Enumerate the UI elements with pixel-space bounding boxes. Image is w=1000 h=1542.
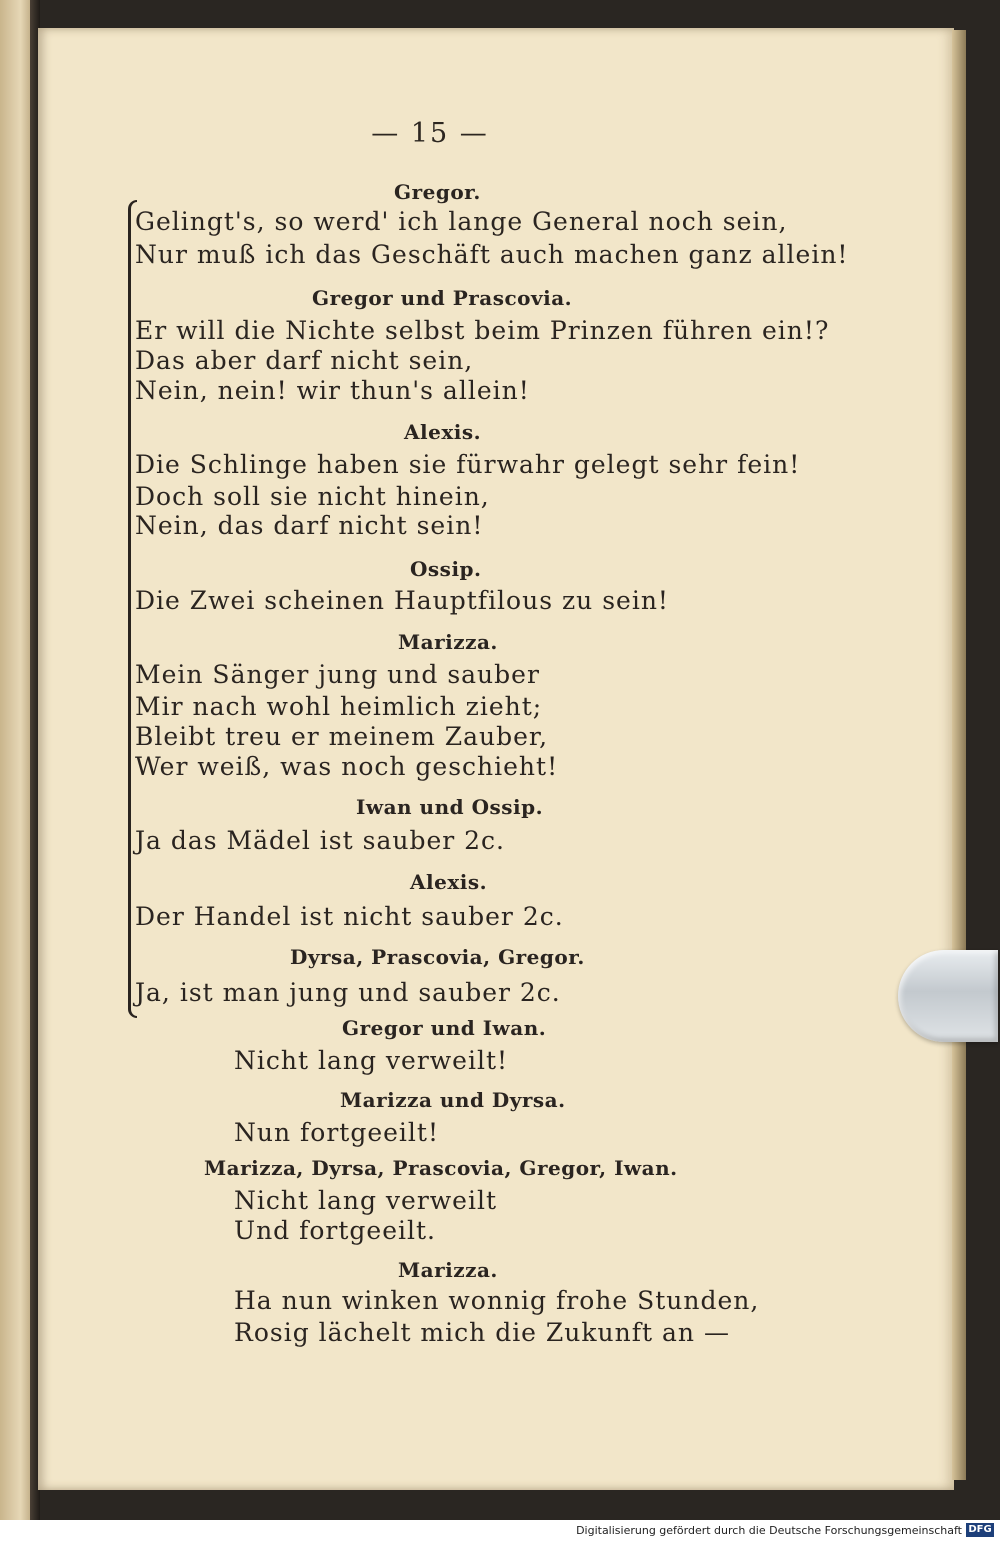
verse-line: Mein Sänger jung und sauber xyxy=(135,660,540,689)
verse-line: Die Schlinge haben sie fürwahr gelegt sehr fein! xyxy=(135,450,801,479)
verse-line: Nun fortgeeilt! xyxy=(234,1118,440,1147)
verse-line: Mir nach wohl heimlich zieht; xyxy=(135,692,543,721)
verse-line: Rosig lächelt mich die Zukunft an — xyxy=(234,1318,730,1347)
verse-line: Die Zwei scheinen Hauptfilous zu sein! xyxy=(135,586,669,615)
page-holder-clip xyxy=(898,950,998,1042)
speaker-heading: Gregor und Iwan. xyxy=(342,1016,547,1040)
verse-line: Nein, nein! wir thun's allein! xyxy=(135,376,530,405)
verse-line: Der Handel ist nicht sauber 2c. xyxy=(135,902,564,931)
verse-line: Das aber darf nicht sein, xyxy=(135,346,474,375)
page-number: — 15 — xyxy=(371,118,489,149)
speaker-heading: Ossip. xyxy=(410,557,482,581)
speaker-heading: Marizza. xyxy=(398,630,498,654)
page-edge-shadow xyxy=(952,30,966,1480)
verse-line: Ha nun winken wonnig frohe Stunden, xyxy=(234,1286,760,1315)
verse-line: Ja, ist man jung und sauber 2c. xyxy=(135,978,561,1007)
speaker-heading: Iwan und Ossip. xyxy=(356,795,544,819)
speaker-heading: Gregor und Prascovia. xyxy=(312,286,573,310)
dfg-logo: DFG xyxy=(966,1523,994,1537)
attribution-text: Digitalisierung gefördert durch die Deutsche Forschungsgemeinschaft xyxy=(576,1524,962,1537)
left-page-edge xyxy=(0,0,34,1520)
verse-line: Nein, das darf nicht sein! xyxy=(135,511,484,540)
speaker-heading: Marizza, Dyrsa, Prascovia, Gregor, Iwan. xyxy=(204,1156,678,1180)
verse-line: Ja das Mädel ist sauber 2c. xyxy=(135,826,506,855)
attribution-bar xyxy=(0,1520,1000,1542)
verse-line: Bleibt treu er meinem Zauber, xyxy=(135,722,549,751)
verse-line: Doch soll sie nicht hinein, xyxy=(135,482,490,511)
speaker-heading: Dyrsa, Prascovia, Gregor. xyxy=(290,945,585,969)
verse-line: Nur muß ich das Geschäft auch machen ganz allein! xyxy=(135,240,849,269)
speaker-heading: Alexis. xyxy=(404,420,482,444)
speaker-heading: Marizza und Dyrsa. xyxy=(340,1088,566,1112)
speaker-heading: Marizza. xyxy=(398,1258,498,1282)
verse-line: Wer weiß, was noch geschieht! xyxy=(135,752,559,781)
verse-line: Er will die Nichte selbst beim Prinzen führen ein!? xyxy=(135,316,830,345)
verse-line: Gelingt's, so werd' ich lange General noch sein, xyxy=(135,207,788,236)
verse-line: Und fortgeeilt. xyxy=(234,1216,436,1245)
speaker-heading: Alexis. xyxy=(410,870,488,894)
verse-line: Nicht lang verweilt xyxy=(234,1186,498,1215)
verse-line: Nicht lang verweilt! xyxy=(234,1046,509,1075)
speaker-heading: Gregor. xyxy=(394,180,481,204)
